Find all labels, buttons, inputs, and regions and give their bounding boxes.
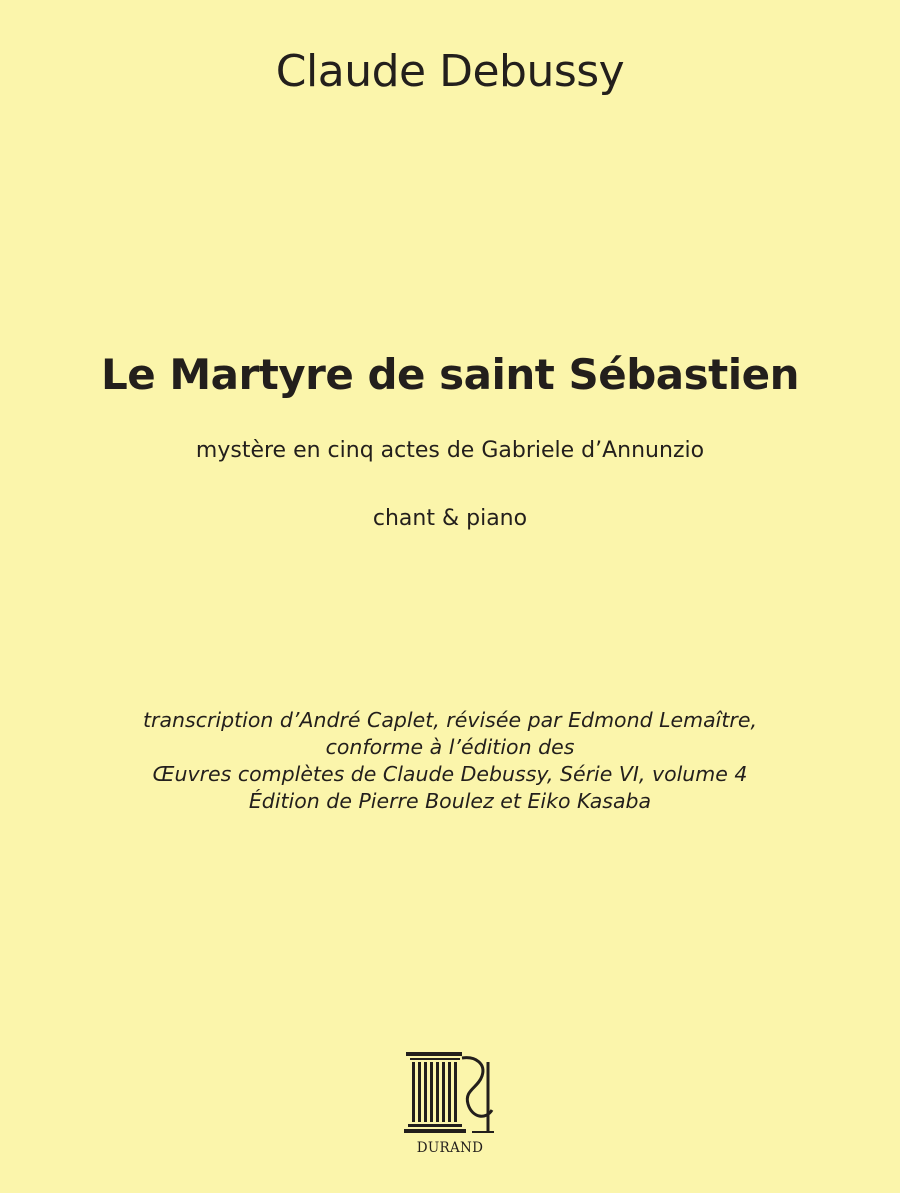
- credit-line: Édition de Pierre Boulez et Eiko Kasaba: [248, 789, 652, 813]
- composer-name: Claude Debussy: [275, 46, 625, 97]
- scoring: chant & piano: [372, 506, 528, 531]
- edition-credits: [0, 707, 900, 815]
- durand-column-logo-icon: [402, 1048, 498, 1136]
- credit-line: conforme à l’édition des: [325, 735, 575, 759]
- credit-line: transcription d’André Caplet, révisée par Edmond Lemaître,: [143, 708, 757, 732]
- credit-line: Œuvres complètes de Claude Debussy, Série VI, volume 4: [152, 762, 748, 786]
- work-title: Le Martyre de saint Sébastien: [100, 350, 799, 399]
- publisher-logo: [402, 1048, 498, 1160]
- work-subtitle: mystère en cinq actes de Gabriele d’Annunzio: [195, 438, 705, 463]
- publisher-name: DURAND: [416, 1140, 484, 1156]
